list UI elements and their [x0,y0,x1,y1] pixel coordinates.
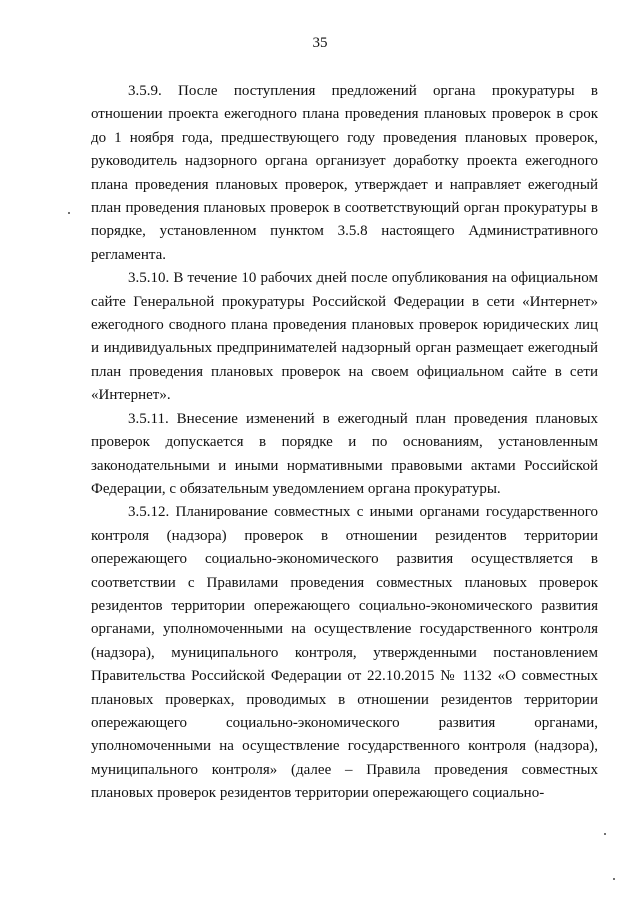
scan-speck [613,878,615,880]
paragraph-3-5-10: 3.5.10. В течение 10 рабочих дней после опубликования на официальном сайте Генеральной прокуратуры Российской Федерации в сети «Интернет» ежегодного сводного плана проведения плановых проверок юридических лиц и индивидуальных предпринимателей надзорный орган размещает ежегодный план проведения плановых проверок на своем официальном сайте в сети «Интернет». [91,270,598,404]
paragraph-3-5-12: 3.5.12. Планирование совместных с иными органами государственного контроля (надзора) проверок в отношении резидентов территории опережающего социально-экономического развития осуществляется в соответствии с Правилами проведения совместных плановых проверок резидентов территории опережающего социально-экономического развития органами, уполномоченными на осуществление государственного контроля (надзора), муниципального контроля, утвержденными постановлением Правительства Российской Федерации от 22.10.2015 № 1132 «О совместных плановых проверках, проводимых в отношении резидентов территории опережающего социально-экономического развития органами, уполномоченными на осуществление государственного контроля (надзора), муниципального контроля» (далее – Правила проведения совместных плановых проверок резидентов территории опережающего социально- [91,504,598,802]
document-body [91,80,598,806]
paragraph-3-5-11: 3.5.11. Внесение изменений в ежегодный план проведения плановых проверок допускается в порядке и по основаниям, установленным законодательными и иными нормативными правовыми актами Российской Федерации, с обязательным уведомлением органа прокуратуры. [91,410,598,497]
page-number: 35 [312,35,328,51]
scan-speck [68,212,70,214]
paragraph-3-5-9: 3.5.9. После поступления предложений органа прокуратуры в отношении проекта ежегодного плана проведения плановых проверок в срок до 1 ноября года, предшествующего году проведения плановых проверок, руководитель надзорного органа организует доработку проекта ежегодного плана проведения плановых проверок, утверждает и направляет ежегодный план проведения плановых проверок в соответствующий орган прокуратуры в порядке, установленном пунктом 3.5.8 настоящего Административного регламента. [91,83,598,263]
scan-speck [604,833,606,835]
